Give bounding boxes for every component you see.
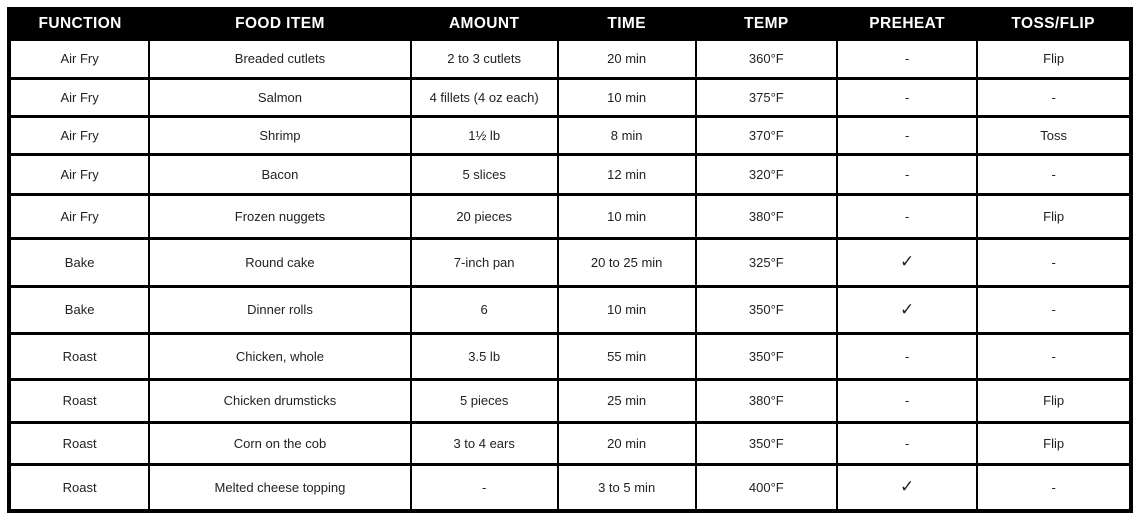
- cell-time: 55 min: [558, 333, 696, 379]
- cell-time: 12 min: [558, 154, 696, 194]
- cell-food_item: Corn on the cob: [149, 422, 410, 464]
- column-header-time: TIME: [558, 9, 696, 39]
- table-row: [9, 379, 1131, 422]
- cell-food_item: Chicken drumsticks: [149, 379, 410, 422]
- cell-time: 10 min: [558, 194, 696, 238]
- cell-function: Air Fry: [9, 154, 149, 194]
- cell-food_item: Breaded cutlets: [149, 39, 410, 78]
- cell-amount: 6: [411, 286, 558, 333]
- cell-toss_flip: Flip: [977, 194, 1131, 238]
- cell-time: 20 to 25 min: [558, 238, 696, 286]
- cooking-chart: [7, 7, 1133, 513]
- cell-toss_flip: Flip: [977, 379, 1131, 422]
- table-row: [9, 238, 1131, 286]
- cell-temp: 320°F: [696, 154, 837, 194]
- cell-food_item: Frozen nuggets: [149, 194, 410, 238]
- cell-temp: 350°F: [696, 333, 837, 379]
- cell-temp: 370°F: [696, 116, 837, 154]
- cell-toss_flip: Toss: [977, 116, 1131, 154]
- cell-preheat: -: [837, 154, 977, 194]
- cell-amount: 5 slices: [411, 154, 558, 194]
- cell-function: Bake: [9, 286, 149, 333]
- cell-amount: 20 pieces: [411, 194, 558, 238]
- cell-temp: 375°F: [696, 78, 837, 116]
- cell-toss_flip: -: [977, 154, 1131, 194]
- cell-time: 25 min: [558, 379, 696, 422]
- header-row: [9, 9, 1131, 39]
- column-header-function: FUNCTION: [9, 9, 149, 39]
- table-row: [9, 286, 1131, 333]
- table-row: [9, 422, 1131, 464]
- cell-amount: -: [411, 464, 558, 511]
- cell-food_item: Melted cheese topping: [149, 464, 410, 511]
- cell-temp: 380°F: [696, 194, 837, 238]
- cell-food_item: Dinner rolls: [149, 286, 410, 333]
- cell-temp: 325°F: [696, 238, 837, 286]
- cell-toss_flip: -: [977, 333, 1131, 379]
- cell-temp: 350°F: [696, 422, 837, 464]
- column-header-amount: AMOUNT: [411, 9, 558, 39]
- cell-amount: 1½ lb: [411, 116, 558, 154]
- cell-food_item: Chicken, whole: [149, 333, 410, 379]
- table-body: [9, 39, 1131, 511]
- column-header-temp: TEMP: [696, 9, 837, 39]
- table-row: [9, 154, 1131, 194]
- cell-function: Air Fry: [9, 194, 149, 238]
- cell-preheat: -: [837, 78, 977, 116]
- cell-function: Bake: [9, 238, 149, 286]
- cell-time: 10 min: [558, 78, 696, 116]
- cell-preheat: -: [837, 39, 977, 78]
- column-header-toss-flip: TOSS/FLIP: [977, 9, 1131, 39]
- table-header: [9, 9, 1131, 39]
- cell-function: Roast: [9, 333, 149, 379]
- table-row: [9, 194, 1131, 238]
- cell-amount: 2 to 3 cutlets: [411, 39, 558, 78]
- cell-preheat: -: [837, 333, 977, 379]
- cell-function: Air Fry: [9, 116, 149, 154]
- cell-preheat: -: [837, 379, 977, 422]
- cell-temp: 400°F: [696, 464, 837, 511]
- table-row: [9, 333, 1131, 379]
- cell-amount: 7-inch pan: [411, 238, 558, 286]
- cell-function: Roast: [9, 422, 149, 464]
- checkmark-icon: ✓: [837, 238, 977, 286]
- column-header-food-item: FOOD ITEM: [149, 9, 410, 39]
- table-row: [9, 78, 1131, 116]
- cell-toss_flip: -: [977, 78, 1131, 116]
- cell-temp: 380°F: [696, 379, 837, 422]
- cell-amount: 5 pieces: [411, 379, 558, 422]
- cell-time: 3 to 5 min: [558, 464, 696, 511]
- table-row: [9, 464, 1131, 511]
- cell-amount: 4 fillets (4 oz each): [411, 78, 558, 116]
- checkmark-icon: ✓: [837, 286, 977, 333]
- cell-amount: 3 to 4 ears: [411, 422, 558, 464]
- cell-function: Air Fry: [9, 39, 149, 78]
- cell-function: Roast: [9, 464, 149, 511]
- cell-toss_flip: -: [977, 238, 1131, 286]
- cell-preheat: -: [837, 116, 977, 154]
- cell-preheat: -: [837, 422, 977, 464]
- cell-amount: 3.5 lb: [411, 333, 558, 379]
- cell-toss_flip: -: [977, 286, 1131, 333]
- cell-food_item: Shrimp: [149, 116, 410, 154]
- cell-food_item: Salmon: [149, 78, 410, 116]
- cell-temp: 350°F: [696, 286, 837, 333]
- cell-food_item: Round cake: [149, 238, 410, 286]
- cell-food_item: Bacon: [149, 154, 410, 194]
- cell-preheat: -: [837, 194, 977, 238]
- cell-temp: 360°F: [696, 39, 837, 78]
- cell-toss_flip: Flip: [977, 422, 1131, 464]
- cell-time: 8 min: [558, 116, 696, 154]
- cell-toss_flip: Flip: [977, 39, 1131, 78]
- cell-time: 10 min: [558, 286, 696, 333]
- cooking-chart-table: [7, 7, 1133, 513]
- cell-toss_flip: -: [977, 464, 1131, 511]
- cell-function: Roast: [9, 379, 149, 422]
- cell-time: 20 min: [558, 422, 696, 464]
- column-header-preheat: PREHEAT: [837, 9, 977, 39]
- cell-function: Air Fry: [9, 78, 149, 116]
- cell-time: 20 min: [558, 39, 696, 78]
- checkmark-icon: ✓: [837, 464, 977, 511]
- table-row: [9, 116, 1131, 154]
- table-row: [9, 39, 1131, 78]
